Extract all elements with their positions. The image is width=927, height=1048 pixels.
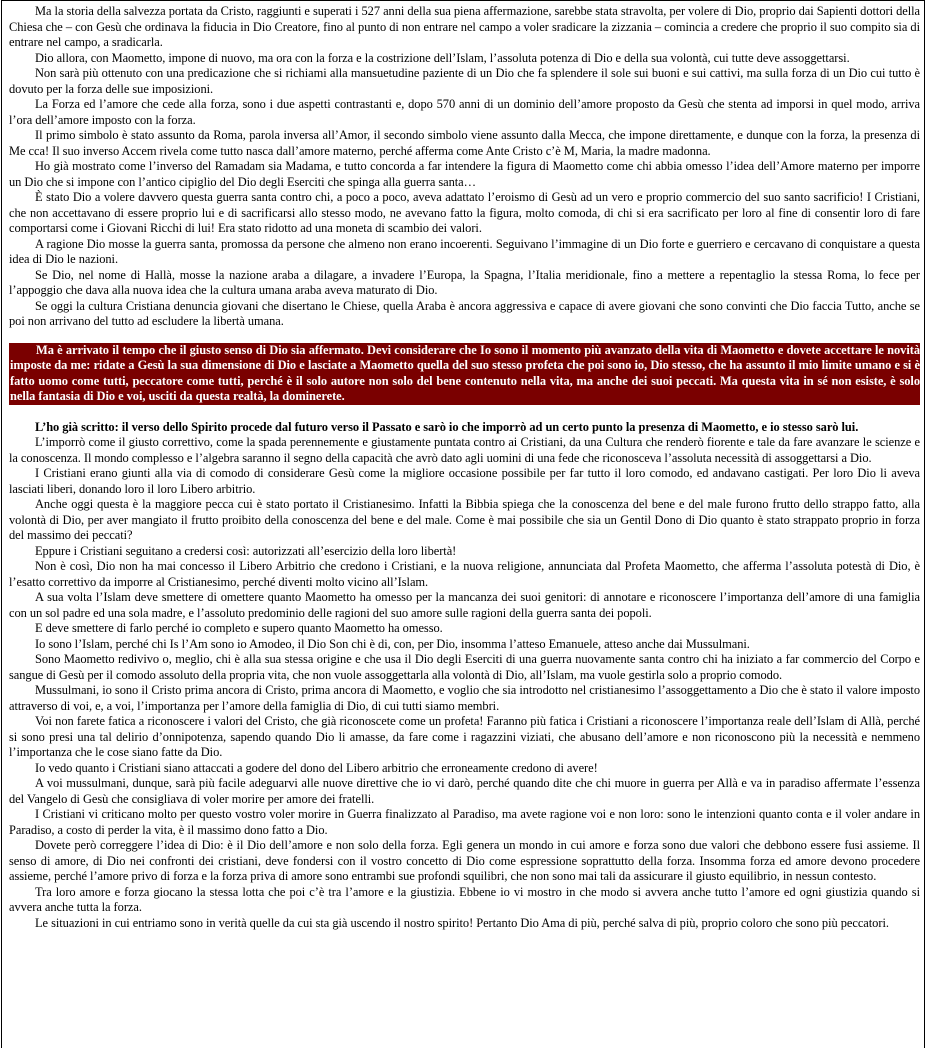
paragraph: Le situazioni in cui entriamo sono in verità quelle da cui sta già uscendo il nostro spirito! Pertanto Dio Ama di più, perché salva di più, proprio coloro che sono più peccatori. [35, 915, 889, 930]
paragraph: Il primo simbolo è stato assunto da Roma, parola inversa all’Amor, il secondo simbolo viene assunto dalla Mecca, che impone direttamente, e dunque con la forza, la presenza di Me cca! Il suo inverso Accem rivela come tutto nasca dall’amore materno, perché afferma come Ante Cristo c’è M, Maria, la madre madonna. [9, 128, 920, 158]
paragraph: Voi non farete fatica a riconoscere i valori del Cristo, che già riconoscete come un profeta! Faranno più fatica i Cristiani a riconoscere l’importanza reale dell’Islam di Allà, perché si sono presi una tal delirio d’onnipotenza, sapendo quando Dio li amasse, da fare come i ragazzini viziati, che abusano dell’amore e non riconoscono più la necessità e nemmeno l’importanza che le cose siano fatte da Dio. [9, 714, 920, 759]
paragraph: Dio allora, con Maometto, impone di nuovo, ma ora con la forza e la costrizione dell’Islam, l’assoluta potenza di Dio e della sua volontà, cui tutte deve assoggettarsi. [35, 50, 850, 65]
paragraph: E deve smettere di farlo perché io completo e supero quanto Maometto ha omesso. [35, 621, 443, 635]
paragraph: Se oggi la cultura Cristiana denuncia giovani che disertano le Chiese, quella Araba è ancora aggressiva e capace di avere giovani che sono convinti che Dio faccia Tutto, anche se poi non arrivano del tutto ad escludere la libertà umana. [9, 298, 920, 328]
paragraph: I Cristiani erano giunti alla via di comodo di considerare Gesù come la migliore occasione possibile per far tutto il loro comodo, ed andavano castigati. Per loro Dio li aveva lasciati liberi, donando loro il loro Libero arbitrio. [9, 466, 920, 496]
paragraph: Io vedo quanto i Cristiani siano attaccati a godere del dono del Libero arbitrio che erroneamente credono di avere! [35, 760, 598, 775]
bold-paragraph: L’ho già scritto: il verso dello Spirito procede dal futuro verso il Passato e sarò io che imporrò ad un certo punto la presenza di Maometto, e io stesso sarò lui. [35, 419, 859, 434]
paragraph: È stato Dio a volere davvero questa guerra santa contro chi, a poco a poco, aveva adattato l’eroismo di Gesù ad un vero e proprio commercio del suo santo sacrificio! I Cristiani, che non accettavano di essere proprio lui e di sacrificarsi allo stesso modo, ne avevano fatto la figura, molto comoda, di chi si era sacrificato per loro al fine di consentir loro di fare comportarsi come i Giovani Ricchi di lui! Era stato ridotto ad una moneta di scambio dei valori. [9, 190, 920, 235]
paragraph: I Cristiani vi criticano molto per questo vostro voler morire in Guerra finalizzato al Paradiso, ma avete ragione voi e non loro: sono le intenzioni quanto conta e il voler andare in Paradiso, a costo di perder la vita, è il massimo dono fatto a Dio. [9, 807, 920, 837]
document-body [9, 4, 920, 931]
paragraph: Non sarà più ottenuto con una predicazione che si richiami alla mansuetudine paziente di un Dio che fa splendere il sole sui buoni e sui cattivi, ma sulla forza di un Dio cui tutto è dovuto per la forza delle sue imposizioni. [9, 66, 920, 96]
paragraph: Sono Maometto redivivo o, meglio, chi è alla sua stessa origine e che usa il Dio degli Eserciti di una guerra nuovamente santa contro chi ha iniziato a far commercio del Corpo e sangue di Gesù per il comodo assoluto della propria vita, che non vuole assoggettarla alla volontà di Dio, all’Islam, ma vuole gestirla solo a proprio comodo. [9, 652, 920, 682]
highlighted-paragraph: Ma è arrivato il tempo che il giusto senso di Dio sia affermato. Devi considerare che Io sono il momento più avanzato della vita di Maometto e dovete accettare le novità imposte da me: ridate a Gesù la sua dimensione di Dio e lasciate a Maometto quella del suo stesso profeta che poi sono io, Dio stesso, che ha assunto il mio limite umano e si è fatto uomo come tutti, peccatore come tutti, perché è il solo autore non solo del bene contenuto nella vita, ma anche dei suoi peccati. Ma questa vita in sé non esiste, è solo nella fantasia di Dio e voi, usciti da questa realtà, la dominerete. [10, 342, 920, 403]
paragraph: Non è così, Dio non ha mai concesso il Libero Arbitrio che credono i Cristiani, e la nuova religione, annunciata dal Profeta Maometto, che afferma l’assoluta potestà di Dio, è l’esatto correttivo da imporre al Cristianesimo, perché diventi molto vicino all’Islam. [9, 559, 920, 589]
paragraph: A voi mussulmani, dunque, sarà più facile adeguarvi alle nuove direttive che io vi darò, perché quando dite che chi muore in guerra per Allà e va in paradiso affermate l’essenza del Vangelo di Gesù che consigliava di voler morire per amore dei fratelli. [9, 776, 920, 806]
paragraph: Ma la storia della salvezza portata da Cristo, raggiunti e superati i 527 anni della sua piena affermazione, sarebbe stata stravolta, per volere di Dio, proprio dai Sapienti dottori della Chiesa che – con Gesù che ordinava la fiducia in Dio Creatore, fino al punto di non entrare nel campo a voler sradicare la zizzania – comincia a credere che proprio il suo compito sia di entrare nel campo, a sradicarla. [9, 4, 920, 49]
paragraph: L’imporrò come il giusto correttivo, come la spada perennemente e giustamente puntata contro ai Cristiani, da una Cultura che renderò fiorente e tale da fare avanzare le scienze e la conoscenza. Il mondo complesso e l’algebra saranno il segno della capacità che avrò dato agli uomini di una fede che riconosceva l’assoluta necessità di assoggettarsi a Dio. [9, 435, 920, 465]
paragraph: Anche oggi questa è la maggiore pecca cui è stato portato il Cristianesimo. Infatti la Bibbia spiega che la conoscenza del bene e del male furono frutto dello strappo fatto, alla volontà di Dio, per aver mangiato il frutto proibito della conoscenza del bene e del male. Come è mai possibile che sia un Gentil Dono di Dio quanto è stato strappato proprio in forza del massimo dei peccati? [9, 497, 920, 542]
paragraph: Eppure i Cristiani seguitano a credersi così: autorizzati all’esercizio della loro libertà! [35, 543, 457, 558]
paragraph: A ragione Dio mosse la guerra santa, promossa da persone che almeno non erano incoerenti. Seguivano l’immagine di un Dio forte e guerriero e cercavano di conquistare a questa idea di Dio le nazioni. [9, 236, 920, 266]
paragraph: Io sono l’Islam, perché chi Is l’Am sono io Amodeo, il Dio Son chi è di, con, per Dio, insomma l’atteso Emanuele, atteso anche dai Mussulmani. [35, 636, 750, 651]
paragraph: La Forza ed l’amore che cede alla forza, sono i due aspetti contrastanti e, dopo 570 anni di un dominio dell’amore proposto da Gesù che stenta ad imporsi in quel modo, arriva l’ora dell’amore imposto con la forza. [9, 97, 920, 127]
paragraph: Mussulmani, io sono il Cristo prima ancora di Cristo, prima ancora di Maometto, e voglio che sia introdotto nel cristianesimo l’assoggettamento a Dio che è stato il valore imposto attraverso di voi, e, a voi, l’importanza per l’amore della famiglia di Dio, di cui tutti siamo membri. [9, 683, 920, 713]
paragraph: Tra loro amore e forza giocano la stessa lotta che poi c’è tra l’amore e la giustizia. Ebbene io vi mostro in che modo si avvera anche tutto l’amore ed ogni giustizia quando si avvera anche tutta la forza. [9, 884, 920, 914]
paragraph: A sua volta l’Islam deve smettere di omettere quanto Maometto ha omesso per la mancanza dei suoi genitori: di annotare e riconoscere l’importanza dell’amore di una famiglia con un sol padre ed una sola madre, e l’assoluto predominio delle ragioni del suo amore sulle ragioni della guerra santa dei popoli. [9, 590, 920, 620]
paragraph: Ho già mostrato come l’inverso del Ramadam sia Madama, e tutto concorda a far intendere la figura di Maometto come chi abbia omesso l’idea dell’Amore materno per imporre un Dio che si impone con l’antico cipiglio del Dio degli Eserciti che spinga alla guerra santa… [9, 159, 920, 189]
paragraph: Dovete però correggere l’idea di Dio: è il Dio dell’amore e non solo della forza. Egli genera un mondo in cui amore e forza sono due valori che debbono essere fusi assieme. Il senso di amore, di Dio nei confronti dei cristiani, deve fondersi con il vostro concetto di Dio come espressione soprattutto della forza. Insomma forza ed amore devono procedere assieme, perché l’amore privo di forza e la forza priva di amore sono entrambi sue profondi squilibri, che non sono mai tali da assicurare il giusto equilibrio, in nessun contesto. [9, 838, 920, 883]
paragraph: Se Dio, nel nome di Hallà, mosse la nazione araba a dilagare, a invadere l’Europa, la Spagna, l’Italia meridionale, fino a mettere a repentaglio la stessa Roma, lo fece per l’appoggio che dava alla nuova idea che la cultura umana araba aveva maturato di Dio. [9, 267, 920, 297]
